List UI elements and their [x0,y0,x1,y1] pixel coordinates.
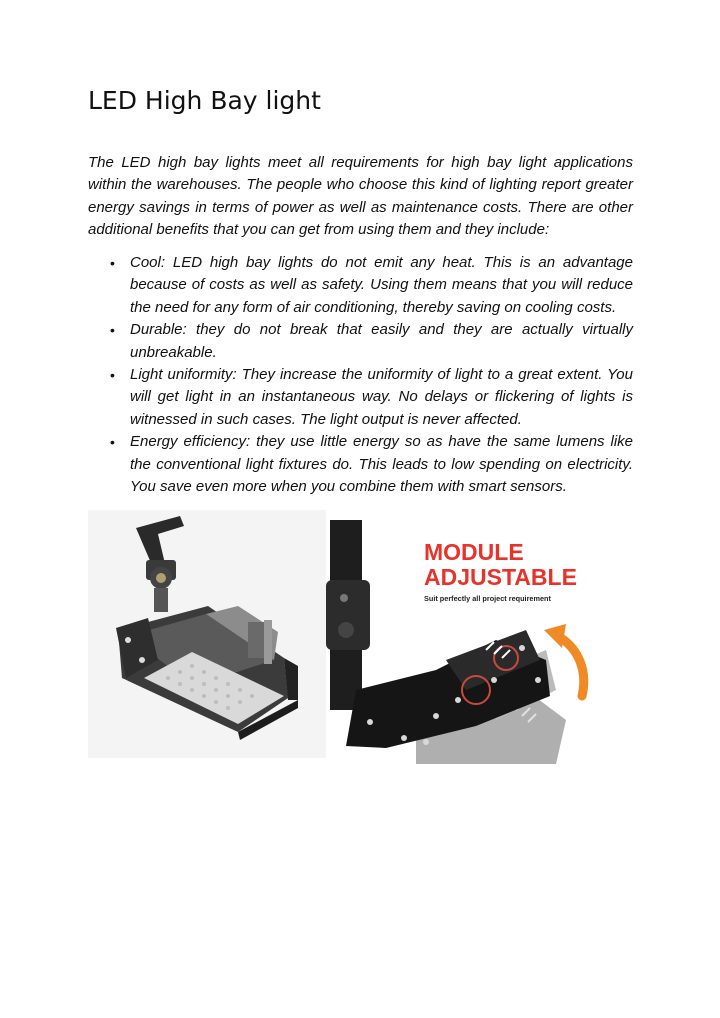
bullet-icon: • [110,434,115,451]
list-item [88,364,633,431]
bullet-icon: • [110,367,115,384]
bullet-icon: • [110,322,115,339]
benefit-text: Cool: LED high bay lights do not emit any heat. This is an advantage because of costs as well as safety. Using them means that you will reduce the need for any form of air conditioning, thereby saving on cooling costs. [130,254,633,316]
benefit-text: Energy efficiency: they use little energy so as have the same lumens like the conventional light fixtures do. This leads to low spending on electricity. You save even more when you combine them with smart sensors. [130,433,633,496]
module-adjustable-image [326,520,620,764]
benefit-text: Durable: they do not break that easily and they are actually virtually unbreakable. [130,321,633,361]
bullet-icon: • [110,255,115,271]
intro-paragraph: The LED high bay lights meet all requirements for high bay light applications within the warehouses. The people who choose this kind of lighting report greater energy savings in terms of power as well as maintenance costs. There are other additional benefits that you can get from using them and they include: [88,154,633,239]
page-title: LED High Bay light [88,86,321,115]
benefits-list [88,252,633,498]
list-item [88,431,633,498]
list-item [88,252,633,319]
module-heading-line2: ADJUSTABLE [424,564,577,590]
module-heading-line1: MODULE [424,539,524,565]
list-item [88,319,633,364]
high-bay-fixture-image [88,510,326,758]
benefit-text: Light uniformity: They increase the uniformity of light to a great extent. You will get light in an instantaneous way. No delays or flickering of lights is witnessed in such cases. The light output is never affected. [130,366,633,428]
module-caption: Suit perfectly all project requirement [424,594,551,603]
